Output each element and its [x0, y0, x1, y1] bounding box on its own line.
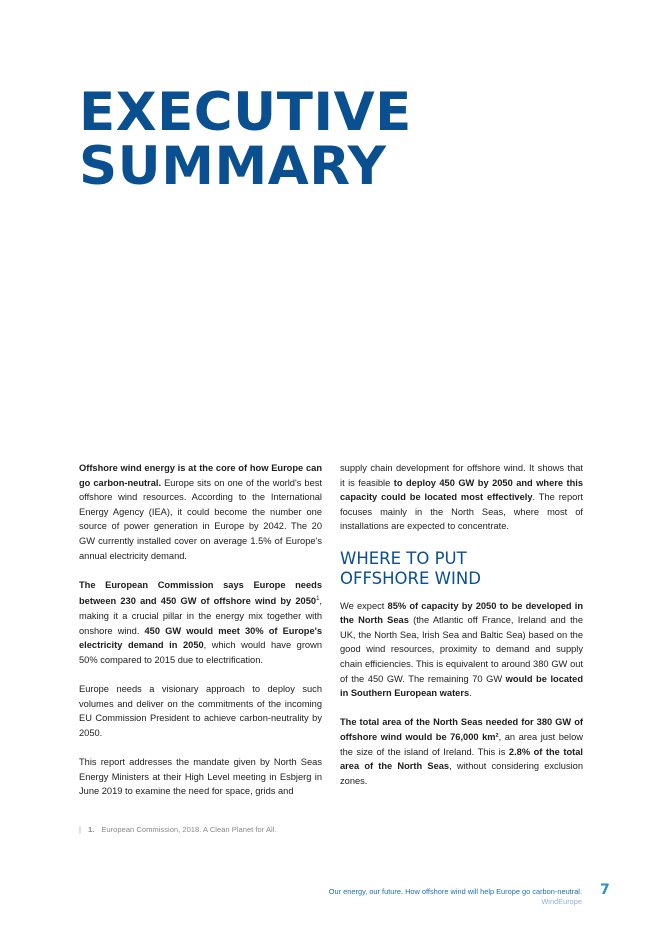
- paragraph: This report addresses the mandate given by North Seas Energy Ministers at their High Level meeting in Esbjerg in June 2019 to examine the need for space, grids and: [79, 756, 322, 797]
- bold-text: to deploy 450 GW by 2050 and where this capacity could be located most effectively: [340, 477, 584, 503]
- body-text: .: [469, 688, 472, 699]
- bold-text: would be located in Southern European waters: [340, 673, 583, 699]
- footnote-number: 1.: [87, 825, 95, 834]
- paragraph: Europe needs a visionary approach to deploy such volumes and deliver on the commitments of the incoming EU Commission President to achieve carbon-neutrality by 2050.: [79, 684, 322, 738]
- title-line-1: EXECUTIVE: [79, 82, 412, 143]
- left-column: [79, 461, 322, 813]
- bold-text: Offshore wind energy is at the core of how Europe can go carbon-neutral.: [79, 463, 322, 488]
- paragraph: [79, 461, 322, 563]
- paragraph: [340, 599, 583, 701]
- body-text: , an area just below the size of the island of Ireland. This is: [340, 731, 583, 757]
- bold-text: 2.8% of the total area of the North Seas: [340, 746, 583, 772]
- body-text: supply chain development for offshore wind. It shows that it is feasible: [340, 463, 583, 488]
- footnote-text: European Commission, 2018. A Clean Planet for All.: [101, 825, 277, 834]
- body-text: . The report focuses mainly in the North Seas, where most of installations are expected to concentrate.: [340, 492, 583, 532]
- footnote: [79, 825, 277, 834]
- page-number: 7: [600, 882, 610, 898]
- footnote-divider: |: [79, 825, 81, 834]
- body-text: , without considering exclusion zones.: [340, 761, 583, 786]
- page-footer: [329, 887, 582, 907]
- footer-brand: WindEurope: [541, 897, 582, 906]
- paragraph: [340, 461, 583, 534]
- right-column: [340, 461, 583, 803]
- bold-text: The European Commission says Europe needs between 230 and 450 GW of offshore wind by 2050: [79, 579, 322, 607]
- body-text: We expect: [340, 600, 388, 611]
- footer-tagline: Our energy, our future. How offshore wind will help Europe go carbon-neutral.: [328, 887, 582, 896]
- paragraph: [79, 578, 322, 668]
- page-title: [79, 82, 412, 197]
- body-text: (the Atlantic off France, Ireland and the UK, the North Sea, Irish Sea and Baltic Sea) based on the good wind resources, proximity to demand and supply chain efficiencies. This is equivalent to around 380 GW out of the 450 GW. The remaining 70 GW: [340, 615, 583, 684]
- body-text: Europe sits on one of the world's best offshore wind resources. According to the International Energy Agency (IEA), it could become the number one source of power generation in Europe by 2042. The 20 GW currently installed cover on average 1.5% of Europe's annual electricity demand.: [79, 477, 322, 561]
- heading-line-2: OFFSHORE WIND: [340, 568, 481, 588]
- body-text: , which would have grown 50% compared to 2015 due to electrification.: [79, 640, 322, 665]
- section-heading: [340, 549, 583, 589]
- title-line-2: SUMMARY: [79, 136, 387, 197]
- bold-text: The total area of the North Seas needed for 380 GW of offshore wind would be 76,000 km²: [340, 717, 583, 742]
- heading-line-1: WHERE TO PUT: [340, 548, 467, 568]
- bold-text: 450 GW would meet 30% of Europe's electricity demand in 2050: [79, 625, 322, 651]
- body-text: , making it a crucial pillar in the energy mix together with onshore wind.: [79, 596, 322, 636]
- footnote-ref: 1: [316, 596, 320, 603]
- bold-text: 85% of capacity by 2050 to be developed in the North Seas: [340, 600, 584, 626]
- paragraph: [340, 715, 583, 788]
